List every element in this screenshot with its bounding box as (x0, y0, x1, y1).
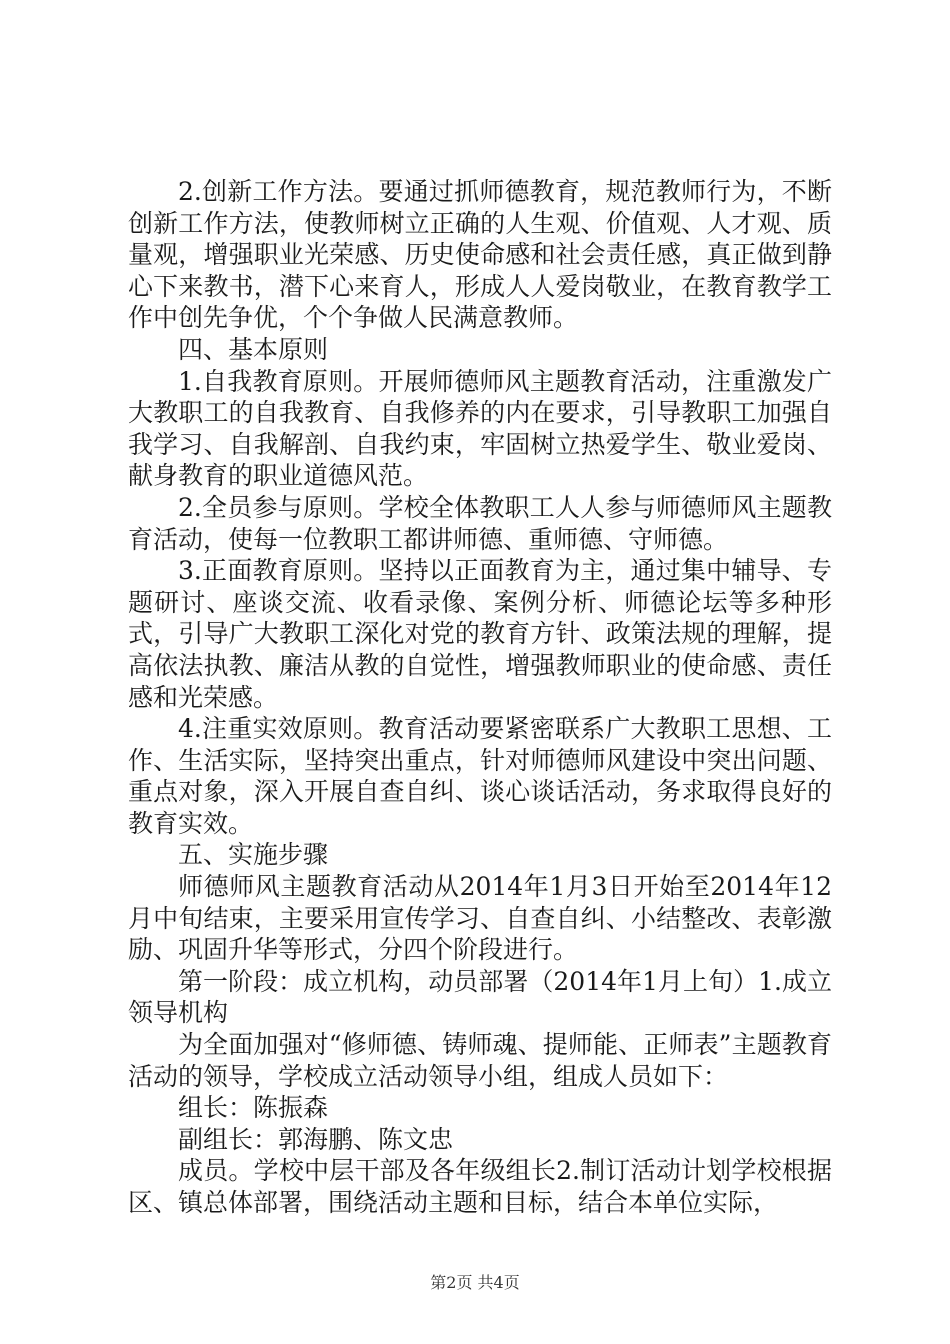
paragraph: 组长：陈振森 (178, 1093, 329, 1123)
paragraph: 2.全员参与原则。学校全体教职工人人参与师德师风主题教育活动，使每一位教职工都讲师德、重师德、守师德。 (128, 492, 832, 554)
paragraph: 1.自我教育原则。开展师德师风主题教育活动，注重激发广大教职工的自我教育、自我修养的内在要求，引导教职工加强自我学习、自我解剖、自我约束，牢固树立热爱学生、敬业爱岗、献身教育的职业道德风范。 (128, 366, 832, 491)
section-heading: 五、实施步骤 (178, 840, 329, 870)
paragraph: 第一阶段：成立机构，动员部署（2014年1月上旬）1.成立领导机构 (128, 966, 832, 1028)
paragraph: 4.注重实效原则。教育活动要紧密联系广大教职工思想、工作、生活实际，坚持突出重点，针对师德师风建设中突出问题、重点对象，深入开展自查自纠、谈心谈话活动，务求取得良好的教育实效。 (128, 714, 832, 838)
paragraph: 师德师风主题教育活动从2014年1月3日开始至2014年12月中旬结束，主要采用宣传学习、自查自纠、小结整改、表彰激励、巩固升华等形式，分四个阶段进行。 (128, 872, 832, 965)
paragraph: 为全面加强对“修师德、铸师魂、提师能、正师表”主题教育活动的领导，学校成立活动领导小组，组成人员如下： (128, 1030, 832, 1091)
page-number: 第2页 共4页 (430, 1273, 520, 1292)
paragraph: 2.创新工作方法。要通过抓师德教育，规范教师行为，不断创新工作方法，使教师树立正确的人生观、价值观、人才观、质量观，增强职业光荣感、历史使命感和社会责任感，真正做到静心下来教书，潜下心来育人，形成人人爱岗敬业，在教育教学工作中创先争优，个个争做人民满意教师。 (128, 177, 832, 333)
paragraph: 3.正面教育原则。坚持以正面教育为主，通过集中辅导、专题研讨、座谈交流、收看录像、案例分析、师德论坛等多种形式，引导广大教职工深化对党的教育方针、政策法规的理解，提高依法执教、廉洁从教的自觉性，增强教师职业的使命感、责任感和光荣感。 (128, 556, 832, 712)
section-heading: 四、基本原则 (178, 334, 329, 364)
document-body (128, 176, 832, 1219)
paragraph: 成员。学校中层干部及各年级组长2.制订活动计划学校根据区、镇总体部署，围绕活动主题和目标，结合本单位实际， (128, 1156, 832, 1217)
page-footer (0, 1270, 950, 1293)
paragraph: 副组长：郭海鹏、陈文忠 (178, 1124, 454, 1154)
